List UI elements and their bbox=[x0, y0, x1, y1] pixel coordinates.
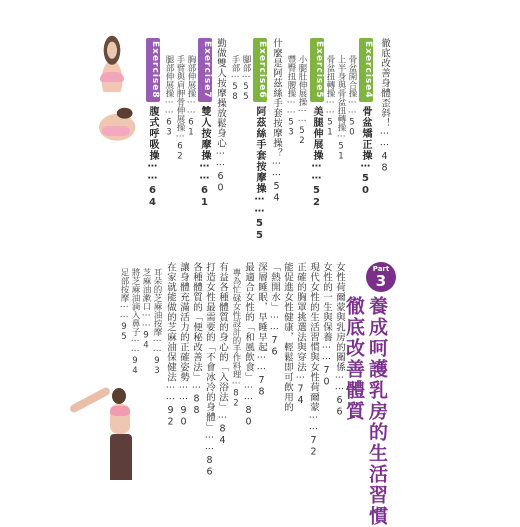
toc-entry-posture[interactable]: 徹底改善身體歪斜！⋯⋯48 bbox=[379, 38, 390, 174]
toc-entry-warm-body[interactable]: 打造女性最需要的「不會冰冷的身體」⋯⋯86 bbox=[204, 262, 215, 478]
exercise-7-title[interactable]: 雙人按摩操⋯⋯61 bbox=[199, 106, 210, 209]
toc-sub-oil-mouth[interactable]: 芝麻油漱口⋯⋯94 bbox=[141, 268, 151, 351]
toc-entry-japanese-diet[interactable]: 最適合女性的「和風飲食」⋯⋯80 bbox=[243, 262, 254, 428]
part-3-badge bbox=[366, 262, 396, 292]
toc-entry-hot-water-line2[interactable]: 「熱開水」⋯⋯76 bbox=[269, 262, 280, 358]
bra-shape bbox=[100, 72, 124, 82]
toc-sub-pelvis-twist[interactable]: 骨盆扭轉操⋯⋯51 bbox=[325, 55, 335, 138]
exercise-4-title[interactable]: 骨盆矯正操⋯50 bbox=[360, 106, 371, 197]
exercise-5-title[interactable]: 美腿伸展操⋯⋯52 bbox=[311, 106, 322, 209]
toc-sub-chest[interactable]: 胸部伸展操⋯⋯61 bbox=[186, 55, 196, 138]
toc-entry-bathing[interactable]: 有益各種體質的身心的「入浴法」⋯84 bbox=[217, 262, 228, 447]
toc-sub-handmade-dishes[interactable]: 專為忙碌女性設計的手作料理⋯82 bbox=[231, 268, 241, 409]
model-arm bbox=[69, 386, 112, 414]
toc-sub-arm-shoulder[interactable]: 手臂與肩胛骨伸展操⋯62 bbox=[175, 55, 185, 162]
exercise-6-badge: Exercise6 bbox=[253, 38, 267, 102]
toc-entry-sesame-oil[interactable]: 在家就能做的芝麻油保健法⋯⋯92 bbox=[165, 262, 176, 428]
toc-sub-hip[interactable]: 豐臀扭腰操⋯⋯53 bbox=[286, 55, 296, 138]
toc-sub-upper-pelvis[interactable]: 上半身與骨盆扭轉操⋯51 bbox=[336, 55, 346, 162]
toc-sub-legs[interactable]: 腿部伸展操⋯⋯63 bbox=[164, 55, 174, 138]
exercise-6-title[interactable]: 阿茲絲手套按摩操⋯⋯55 bbox=[254, 106, 265, 242]
toc-entry-lifecycle[interactable]: 女性的一生與保養⋯⋯70 bbox=[321, 262, 332, 388]
toc-sub-calf[interactable]: 小腿肚伸展操⋯⋯52 bbox=[297, 55, 307, 146]
toc-entry-constipation[interactable]: 各種體質的「便秘改善法」⋯88 bbox=[191, 262, 202, 417]
toc-entry-hormone-breast[interactable]: 女性荷爾蒙與乳房的關係⋯⋯66 bbox=[334, 262, 345, 418]
exercise-7-badge: Exercise7 bbox=[198, 38, 212, 102]
toc-entry-modern-lifestyle[interactable]: 現代女性的生活習慣與女性荷爾蒙⋯⋯72 bbox=[308, 262, 319, 458]
model-pants bbox=[110, 434, 132, 480]
model-photo-top bbox=[88, 34, 136, 92]
toc-entry-deep-sleep[interactable]: 深層睡眠，早睡早起⋯⋯78 bbox=[256, 262, 267, 398]
toc-sub-ear-massage[interactable]: 耳朵的芝麻油按摩⋯⋯93 bbox=[152, 268, 162, 376]
model-photo-bottom bbox=[64, 384, 150, 480]
part-3-title-line2: 徹底改善體質 bbox=[343, 296, 365, 422]
toc-entry-bra-fitting[interactable]: 正確的胸罩挑選法與穿法⋯74 bbox=[295, 262, 306, 407]
exercise-8-badge: Exercise8 bbox=[146, 38, 160, 102]
toc-sub-foot-massage[interactable]: 足部按摩⋯⋯95 bbox=[119, 268, 129, 342]
toc-sub-feet[interactable]: 腳部⋯55 bbox=[241, 55, 251, 102]
toc-entry-posture-energy[interactable]: 讓身體充滿活力的正確姿勢⋯⋯90 bbox=[178, 262, 189, 428]
toc-entry-title: 徹底改善身體歪斜！ bbox=[379, 38, 390, 128]
exercise-8-title[interactable]: 腹式呼吸操⋯⋯64 bbox=[147, 106, 158, 209]
exercise-4-badge: Exercise4 bbox=[359, 38, 373, 102]
toc-page-number: 48 bbox=[379, 151, 390, 174]
toc-entry-double-massage[interactable]: 勤做雙人按摩操放鬆身心⋯⋯60 bbox=[215, 38, 226, 194]
toc-entry-massage-question[interactable]: 什麼是阿茲絲手套按摩操？⋯⋯54 bbox=[271, 38, 282, 204]
part-3-title-line1: 養成呵護乳房的生活習慣 bbox=[366, 296, 388, 527]
exercise-5-badge: Exercise5 bbox=[310, 38, 324, 102]
model-head bbox=[112, 388, 126, 404]
model-photo-middle bbox=[80, 100, 142, 144]
part-badge-word: Part bbox=[372, 265, 390, 273]
toc-sub-oil-nose[interactable]: 將芝麻油滴入鼻子⋯⋯94 bbox=[130, 268, 140, 376]
part-badge-number: 3 bbox=[375, 272, 387, 290]
bra-shape bbox=[102, 126, 130, 136]
toc-entry-hot-water-line1[interactable]: 能促進女性健康，輕鬆即可飲用的 bbox=[282, 262, 293, 412]
model-top bbox=[110, 406, 130, 416]
toc-sub-pelvis-open[interactable]: 骨盆開合操⋯⋯50 bbox=[347, 55, 357, 138]
toc-sub-hands[interactable]: 手部⋯58 bbox=[230, 55, 240, 102]
